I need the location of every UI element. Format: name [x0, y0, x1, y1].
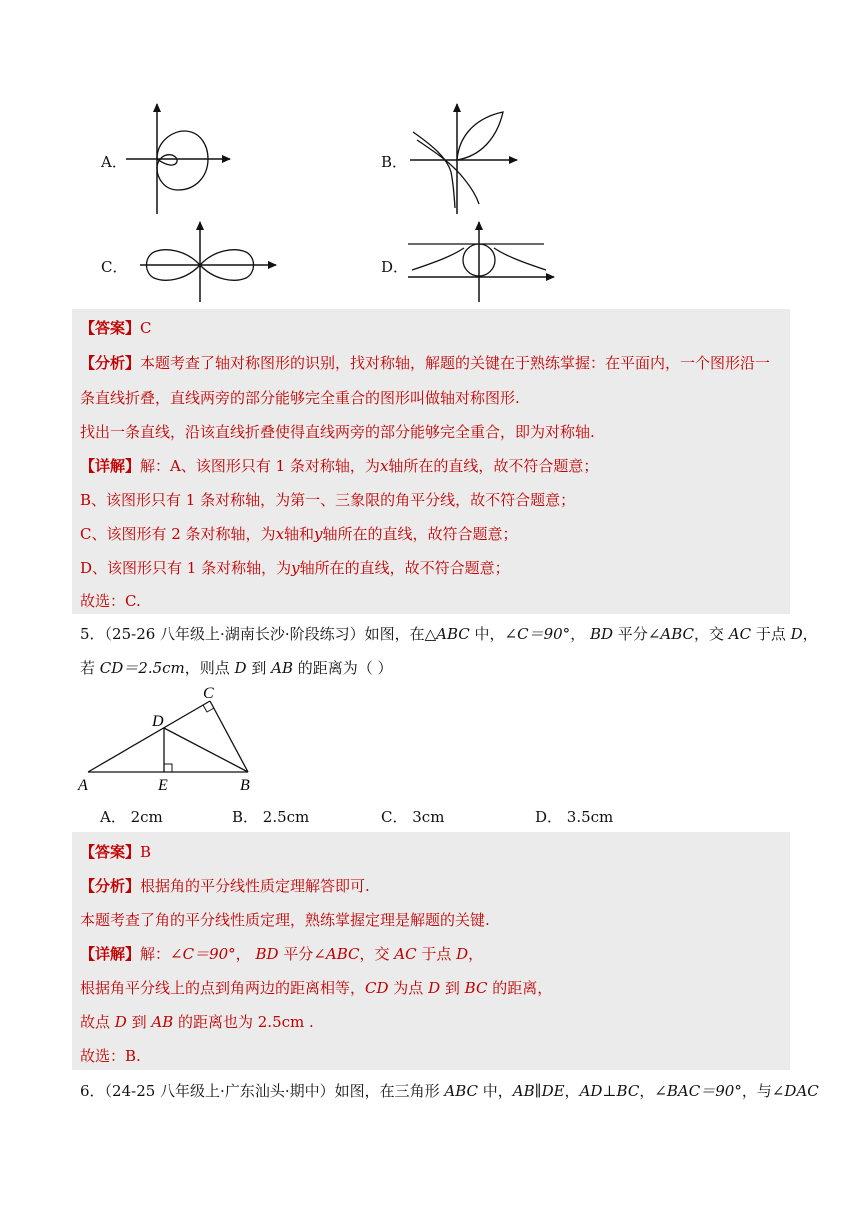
math-expr: D — [790, 625, 803, 643]
detail-line-c — [80, 523, 518, 544]
analysis-line-3: 找出一条直线，沿该直线折叠使得直线两旁的部分能够完全重合，即为对称轴. — [80, 423, 595, 441]
stem-text: 6．（24-25 八年级上·广东汕头·期中）如图，在三角形 — [80, 1082, 445, 1100]
detail-text: 轴和 — [284, 525, 315, 543]
detail-text: 为点 — [388, 979, 429, 997]
answer-box-q5 — [72, 832, 790, 1070]
math-expr: D — [456, 945, 469, 963]
detail-text: 轴所在的直线，故符合题意； — [322, 525, 518, 543]
analysis-tag: 【分析】 — [80, 877, 141, 895]
conclusion-line: 故选：C. — [80, 592, 141, 610]
label-e: E — [158, 777, 168, 794]
option-a-figure — [126, 100, 236, 218]
math-expr: ∠ABC — [313, 945, 360, 963]
detail-text: 根据角平分线上的点到角两边的距离相等， — [80, 979, 366, 997]
answer-line — [80, 317, 152, 338]
detail-text: D、该图形只有 1 条对称轴，为 — [80, 559, 292, 577]
math-expr: BD — [589, 625, 614, 643]
analysis-text: 本题考查了轴对称图形的识别，找对称轴，解题的关键在于熟练掌握：在平面内，一个图形沿一 — [140, 354, 771, 372]
stem-text: ， — [564, 1082, 580, 1100]
stem-text: 5．（25-26 八年级上·湖南长沙·阶段练习）如图，在△ — [80, 625, 437, 643]
stem-text: 到 — [246, 659, 272, 677]
stem-text: 若 — [80, 659, 100, 677]
stem-text: 于点 — [751, 625, 791, 643]
detail-tag: 【详解】 — [80, 945, 141, 963]
analysis-text: 根据角的平分线性质定理解答即可. — [140, 877, 370, 895]
option-c-label[interactable]: C． — [101, 258, 128, 276]
stem-text: 中， — [469, 625, 505, 643]
math-var: x — [275, 525, 285, 543]
option-b-figure — [405, 100, 525, 218]
math-expr: CD — [365, 979, 389, 997]
detail-text: . — [304, 1013, 314, 1031]
detail-text: 的距离， — [487, 979, 553, 997]
math-expr: BC — [464, 979, 488, 997]
stem-text: 的距离为（ ） — [292, 659, 393, 677]
option-c-figure — [138, 218, 282, 304]
math-expr: 2.5cm — [257, 1013, 305, 1031]
detail-text: 于点 — [416, 945, 457, 963]
detail-tag: 【详解】 — [80, 457, 141, 475]
segment-ac — [88, 701, 210, 772]
detail-text: 的距离也为 — [173, 1013, 258, 1031]
math-expr: AC — [394, 945, 417, 963]
detail-text: 轴所在的直线，故不符合题意； — [299, 559, 510, 577]
detail-text: 故点 — [80, 1013, 115, 1031]
math-expr: ∠C＝90° — [504, 625, 571, 643]
math-expr: ∠ABC — [647, 625, 694, 643]
math-expr: AB — [271, 659, 293, 677]
stem-text: ， — [570, 625, 590, 643]
triangle-figure — [76, 684, 266, 796]
stem-text: ， — [639, 1082, 655, 1100]
detail-text: 解： — [140, 945, 171, 963]
choice-b[interactable]: B． 2.5cm — [232, 808, 310, 826]
math-var: x — [379, 457, 389, 475]
segment-bd — [164, 728, 248, 772]
answer-value: B — [140, 843, 152, 861]
detail-line-1 — [80, 943, 483, 964]
detail-text: 解：A、该图形只有 1 条对称轴，为 — [140, 457, 380, 475]
detail-text: 平分 — [278, 945, 314, 963]
option-d-figure — [406, 218, 560, 304]
math-expr: AC — [728, 625, 752, 643]
question-6-stem-line-1 — [80, 1080, 819, 1101]
choice-c[interactable]: C． 3cm — [381, 808, 445, 826]
analysis-line-2: 本题考查了角的平分线性质定理，熟练掌握定理是解题的关键. — [80, 911, 490, 929]
math-expr: D — [114, 1013, 127, 1031]
stem-text: 平分 — [613, 625, 648, 643]
stem-text: ，与 — [741, 1082, 772, 1100]
answer-box-q4 — [72, 309, 790, 614]
answer-tag: 【答案】 — [80, 319, 141, 337]
question-5-stem-line-1 — [80, 623, 818, 644]
math-expr: ∠C＝90° — [170, 945, 236, 963]
stem-text: ，交 — [694, 625, 729, 643]
detail-text: 轴所在的直线，故不符合题意； — [388, 457, 599, 475]
label-c: C — [203, 685, 214, 702]
choice-d[interactable]: D． 3.5cm — [535, 808, 614, 826]
label-d: D — [152, 713, 164, 730]
option-b-label[interactable]: B． — [381, 153, 408, 171]
answer-tag: 【答案】 — [80, 843, 141, 861]
choice-a[interactable]: A． 2cm — [100, 808, 163, 826]
detail-line-3 — [80, 1011, 314, 1032]
detail-line-2 — [80, 977, 552, 998]
math-var: y — [291, 559, 300, 577]
stem-text: 中， — [478, 1082, 513, 1100]
conclusion-line: 故选：B. — [80, 1047, 141, 1065]
math-expr: AB∥DE — [512, 1082, 565, 1100]
detail-line-d — [80, 557, 510, 578]
math-expr: CD＝2.5cm — [99, 659, 185, 677]
answer-line — [80, 841, 151, 862]
analysis-line-2: 条直线折叠，直线两旁的部分能够完全重合的图形叫做轴对称图形. — [80, 389, 520, 407]
math-expr: ∠DAC — [771, 1082, 819, 1100]
math-expr: AD⊥BC — [579, 1082, 640, 1100]
analysis-line-1 — [80, 352, 770, 373]
detail-text: C、该图形有 2 条对称轴，为 — [80, 525, 276, 543]
math-expr: ABC — [444, 1082, 478, 1100]
detail-text: 到 — [126, 1013, 152, 1031]
question-5-stem-line-2 — [80, 657, 393, 678]
detail-text: ， — [235, 945, 256, 963]
stem-text: ，则点 — [184, 659, 235, 677]
math-var: y — [314, 525, 323, 543]
math-expr: D — [234, 659, 247, 677]
analysis-tag: 【分析】 — [80, 354, 141, 372]
detail-text: ， — [468, 945, 484, 963]
math-expr: AB — [151, 1013, 174, 1031]
math-expr: ∠BAC＝90° — [654, 1082, 742, 1100]
detail-text: ，交 — [359, 945, 395, 963]
math-expr: ABC — [436, 625, 470, 643]
stem-text: ， — [802, 625, 818, 643]
detail-line-a — [80, 455, 598, 476]
option-a-label[interactable]: A． — [101, 153, 127, 171]
right-angle-mark-e — [164, 764, 172, 772]
math-expr: D — [428, 979, 441, 997]
label-a: A — [78, 777, 88, 794]
option-d-label[interactable]: D． — [381, 258, 409, 276]
detail-text: 到 — [440, 979, 465, 997]
label-b: B — [240, 777, 250, 794]
answer-value: C — [140, 319, 152, 337]
math-expr: BD — [255, 945, 279, 963]
analysis-line-1 — [80, 875, 370, 896]
detail-line-b: B、该图形只有 1 条对称轴，为第一、三象限的角平分线，故不符合题意； — [80, 491, 576, 509]
